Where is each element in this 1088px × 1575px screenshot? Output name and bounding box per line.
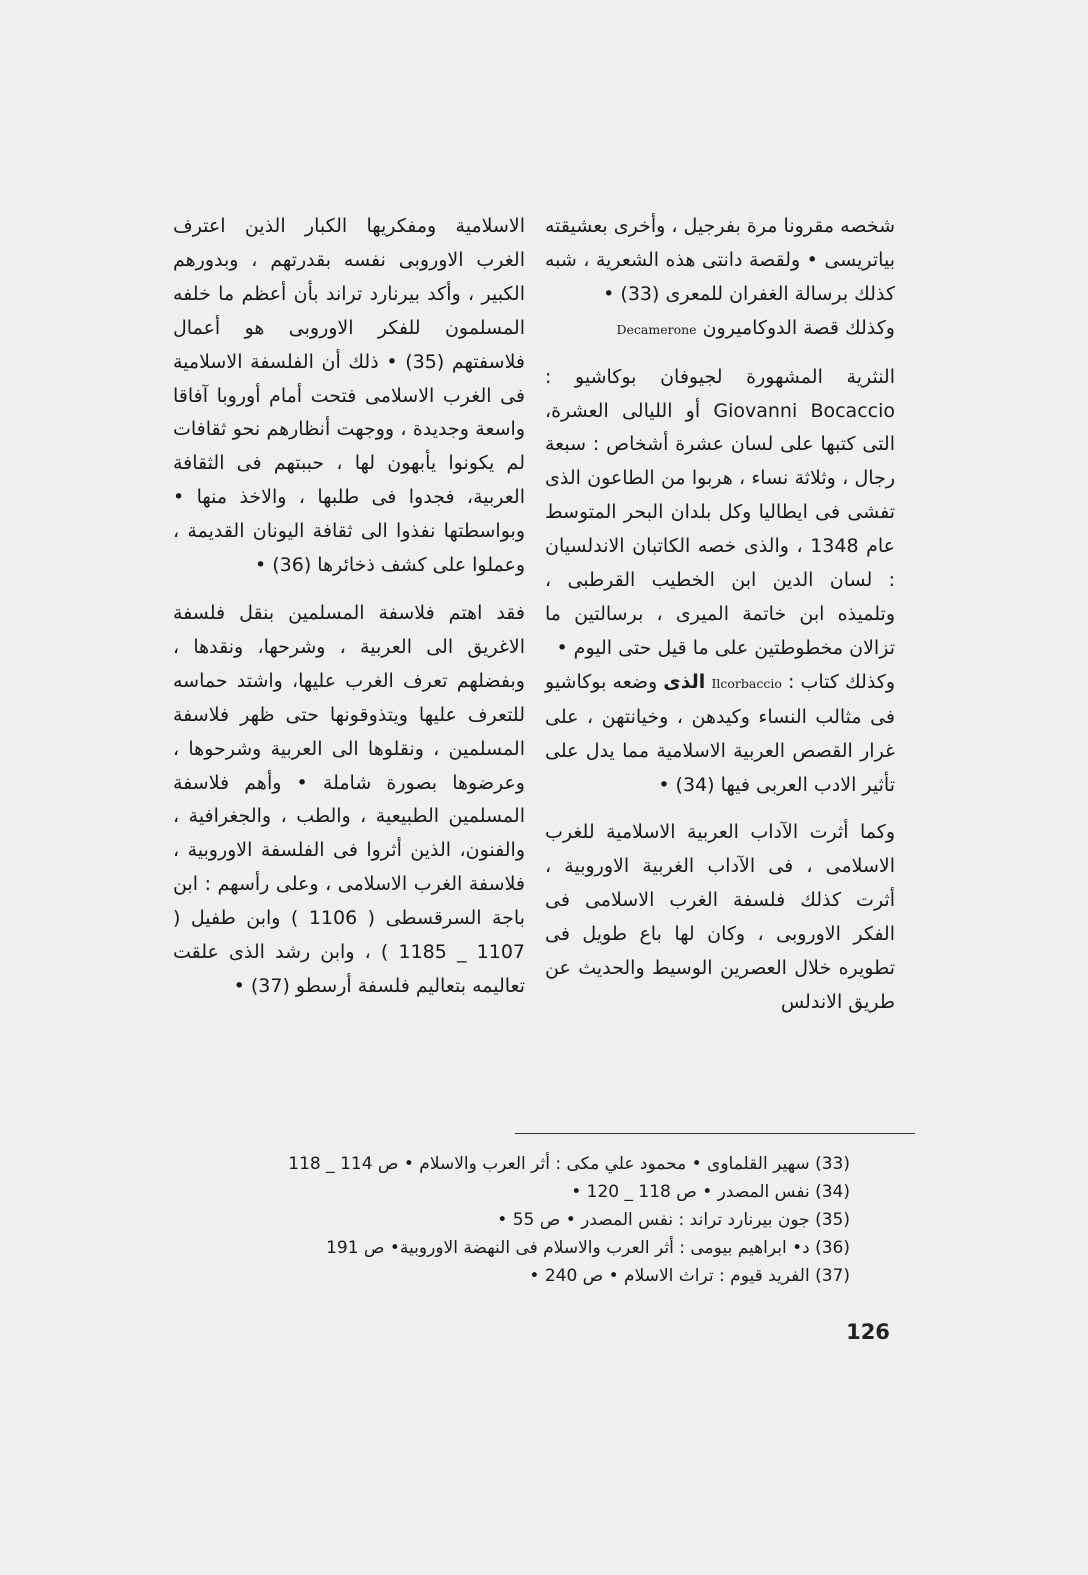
page-number: 126	[846, 1320, 890, 1344]
paragraph	[545, 666, 895, 803]
footnote: (36) د• ابراهيم بيومى : أثر العرب والاسلام فى النهضة الاوروبية• ص 191	[326, 1238, 850, 1258]
text-span: وكذلك قصة الدوكاميرون	[702, 316, 895, 339]
paragraph: الاسلامية ومفكريها الكبار الذين اعترف الغرب الاوروبى نفسه بقدرتهم ، وبدورهم الكبير ، وأكد بيرنارد تراند بأن أعظم ما خلفه المسلمون للفكر الاوروبى هو أعمال فلاسفتهم (35) • ذلك أن الفلسفة الاسلامية فى الغرب الاسلامى فتحت أمام أوروبا آفاقا واسعة وجديدة ، ووجهت أنظارهم نحو ثقافات لم يكونوا يأبهون لها ، حببتهم فى الثقافة العربية، فجدوا فى طلبها ، والاخذ منها • وبواسطتها نفذوا الى ثقافة اليونان القديمة ، وعملوا على كشف ذخائرها (36) •	[173, 215, 525, 577]
footnotes	[170, 1150, 850, 1290]
footnote: (33) سهير القلماوى • محمود علي مكى : أثر العرب والاسلام • ص 114 _ 118	[288, 1154, 850, 1174]
footnote-divider	[515, 1133, 915, 1134]
paragraph: شخصه مقرونا مرة بفرجيل ، وأخرى بعشيقته بياتريسى • ولقصة دانتى هذه الشعرية ، شبه كذلك برسالة الغفران للمعرى (33) •	[545, 215, 895, 305]
right-column	[545, 210, 895, 1020]
footnote: (37) الفريد قيوم : تراث الاسلام • ص 240 •	[529, 1266, 850, 1286]
paragraph: النثرية المشهورة لجيوفان بوكاشيو : Giovanni Bocaccio أو الليالى العشرة، التى كتبها على لسان عشرة أشخاص : سبعة رجال ، وثلاثة نساء ، هربوا من الطاعون الذى تفشى فى ايطاليا وكل بلدان البحر المتوسط عام 1348 ، والذى خصه الكاتبان الاندلسيان : لسان الدين ابن الخطيب القرطبى ، وتلميذه ابن خاتمة الميرى ، برسالتين ما تزالان مخطوطتين على ما قيل حتى اليوم •	[545, 365, 896, 659]
footnote: (35) جون بيرنارد تراند : نفس المصدر • ص 55 •	[497, 1210, 850, 1230]
paragraph: فقد اهتم فلاسفة المسلمين بنقل فلسفة الاغريق الى العربية ، وشرحها، ونقدها ، وبفضلهم تعرف الغرب عليها، واشتد حماسه للتعرف عليها ويتذوقونها حتى ظهر فلاسفة المسلمين ، ونقلوها الى العربية وشرحوها ، وعرضوها بصورة شاملة • وأهم فلاسفة المسلمين الطبيعية ، والطب ، والجغرافية ، والفنون، الذين أثروا فى الفلسفة الاوروبية ، فلاسفة الغرب الاسلامى ، وعلى رأسهم : ابن باجة السرقسطى ( 1106 ) وابن طفيل ( 1107 _ 1185 ) ، وابن رشد الذى علقت تعاليمه بتعاليم فلسفة أرسطو (37) •	[173, 601, 526, 997]
latin-term: Decamerone	[616, 321, 697, 337]
text-span: وضعه بوكاشيو فى مثالب النساء وكيدهن ، وخيانتهن ، على غرار القصص العربية الاسلامية مما يدل على تأثير الادب العربى فيها (34) •	[545, 670, 895, 796]
left-column	[173, 210, 525, 1004]
paragraph: وكما أثرت الآداب العربية الاسلامية للغرب الاسلامى ، فى الآداب الغربية الاوروبية ، أثرت كذلك فلسفة الغرب الاسلامى فى الفكر الاوروبى ، وكان لها باع طويل فى تطويره خلال العصرين الوسيط والحديث عن طريق الاندلس	[545, 821, 895, 1013]
footnote: (34) نفس المصدر • ص 118 _ 120 •	[571, 1182, 850, 1202]
text-span: وكذلك كتاب :	[787, 670, 896, 693]
paragraph	[545, 312, 895, 347]
bold-word: الذى	[663, 670, 706, 693]
latin-term: Ilcorbaccio	[711, 675, 782, 691]
